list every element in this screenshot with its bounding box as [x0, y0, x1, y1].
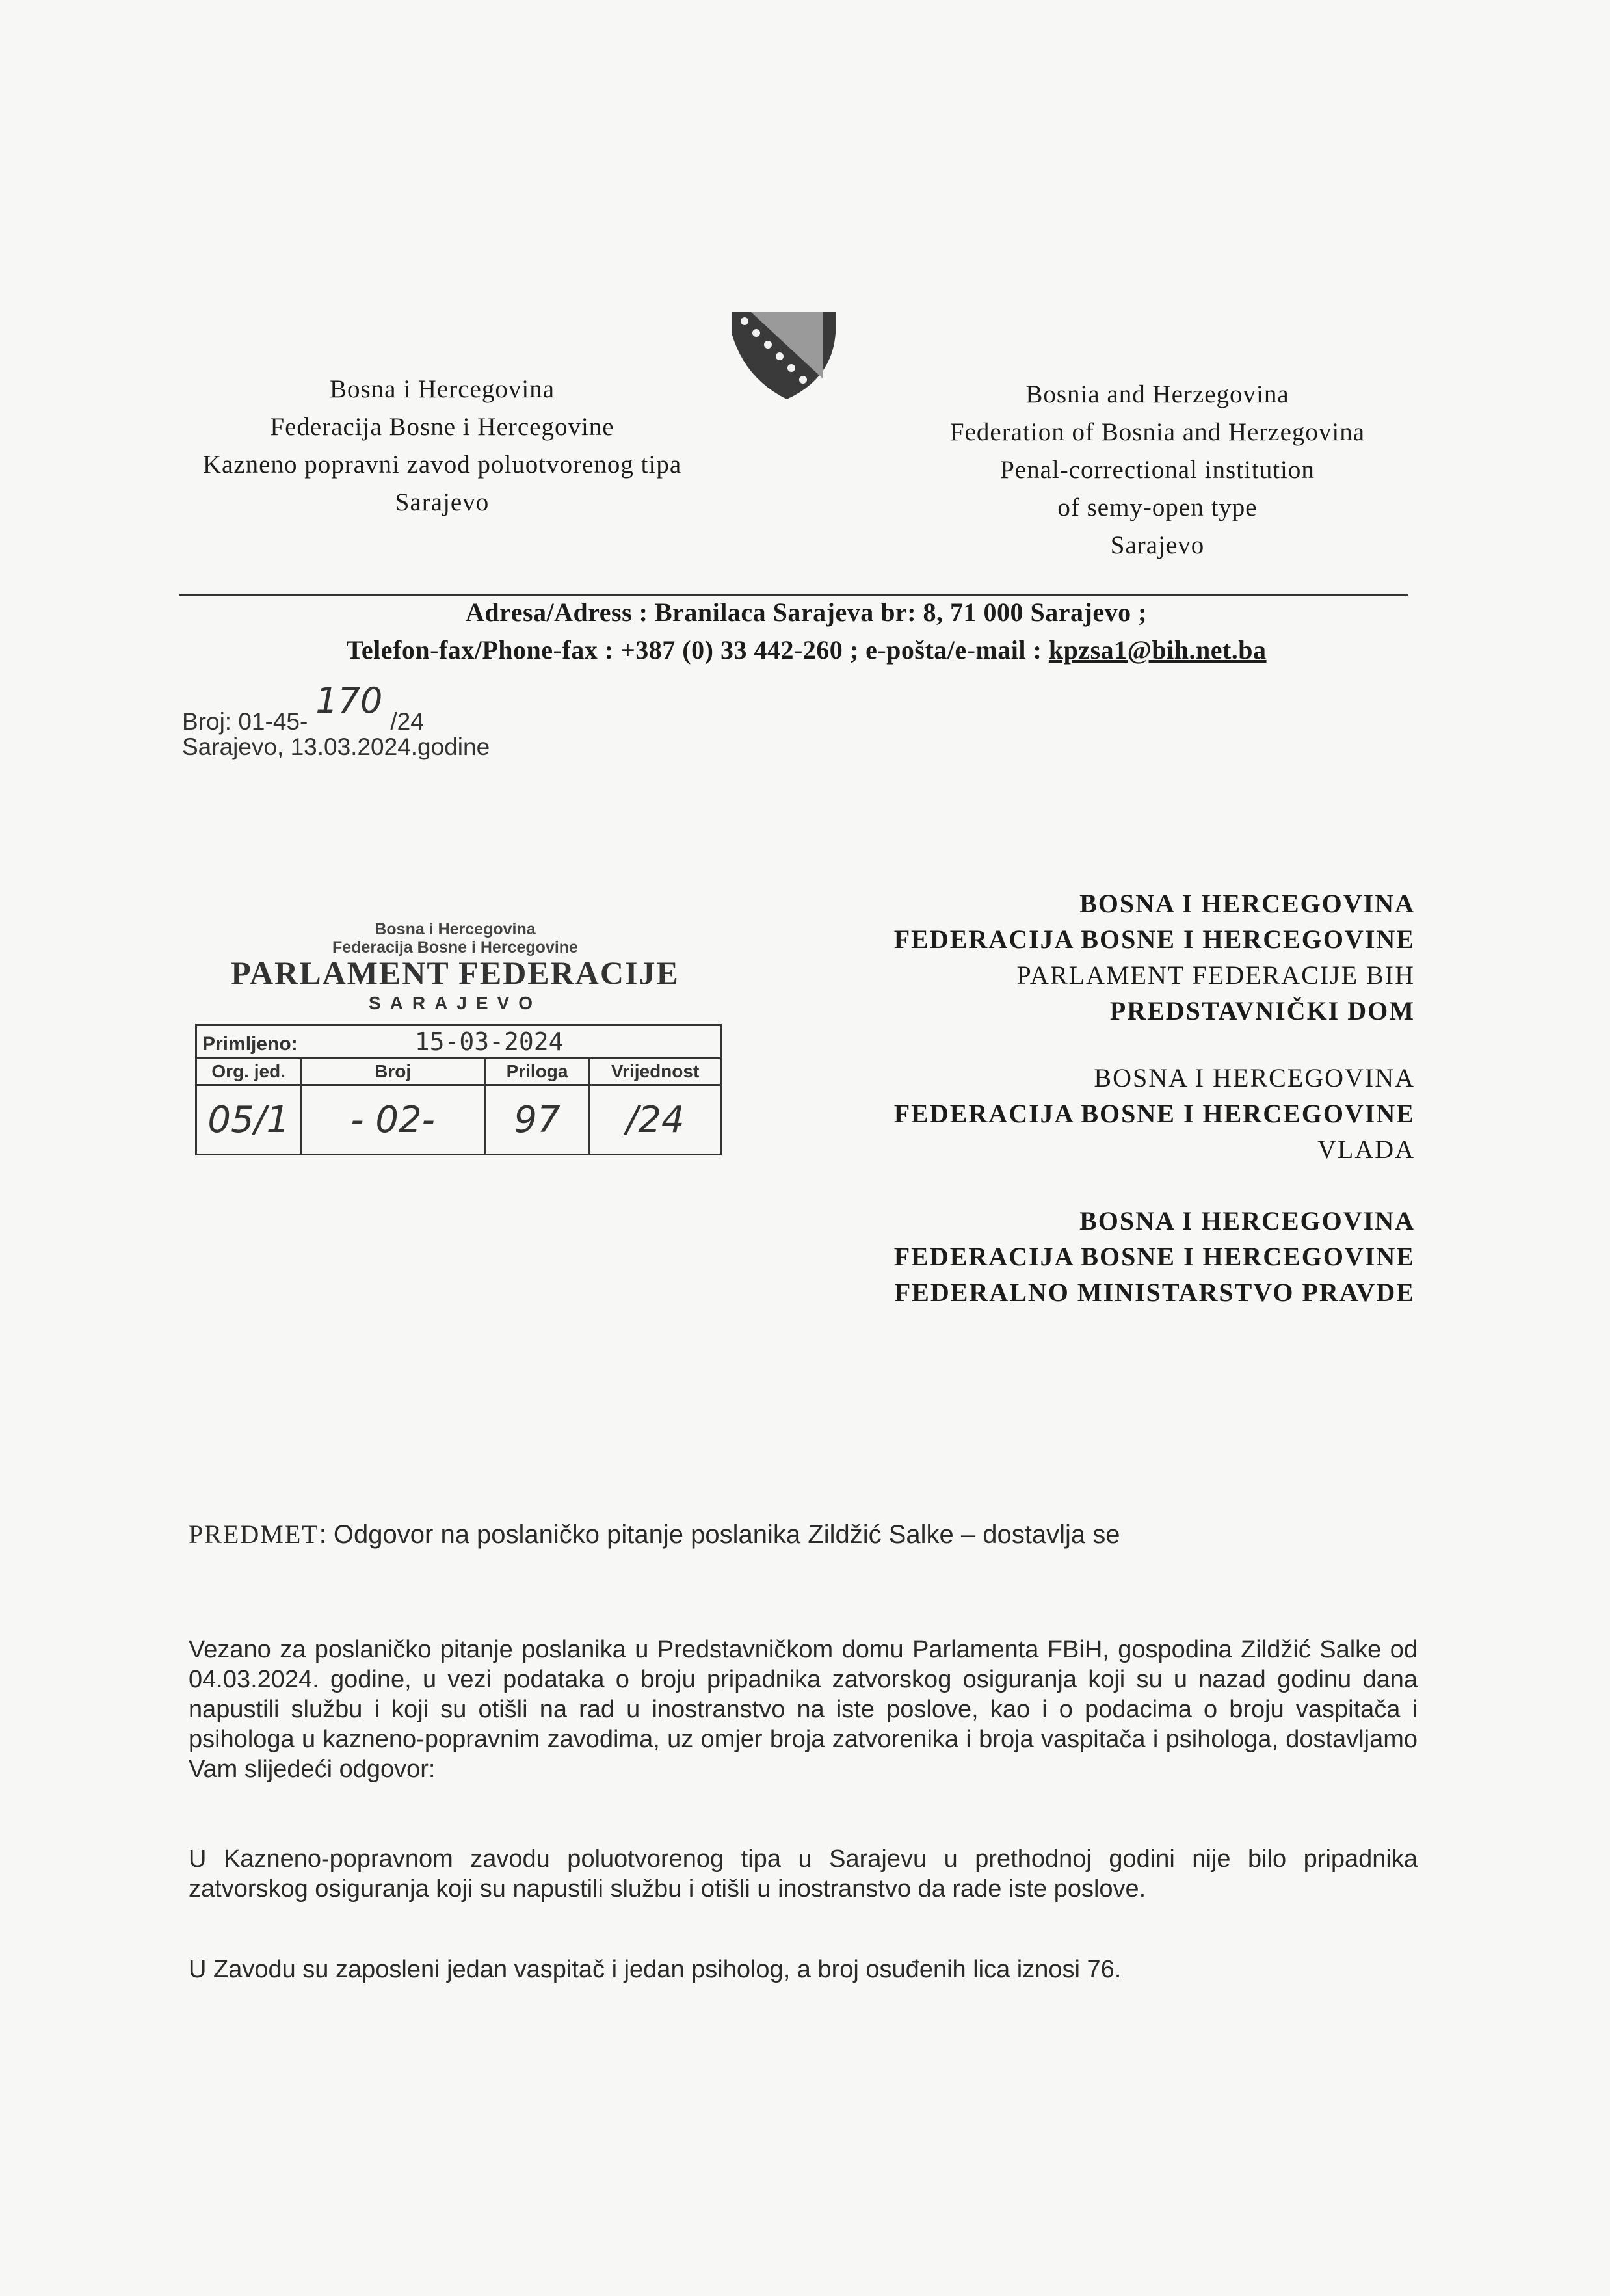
body-paragraph-2: U Kazneno-popravnom zavodu poluotvorenog tipa u Sarajevu u prethodnoj godini nije bilo pripadnika zatvorskog osiguranja koji su napustili službu i otišli u inostranstvo da rade iste poslove.	[189, 1845, 1418, 1903]
stamp-header-priloga: Priloga	[484, 1059, 589, 1085]
header-divider	[179, 594, 1408, 596]
header-right-line: Sarajevo	[1110, 531, 1205, 559]
header-left-line: Sarajevo	[395, 488, 490, 516]
bih-coat-of-arms-icon	[725, 307, 842, 404]
header-right	[865, 376, 1450, 564]
recipient-line: FEDERACIJA BOSNE I HERCEGOVINE	[893, 1099, 1415, 1128]
stamp-received-date: 15-03-2024	[414, 1027, 564, 1056]
header-left	[150, 371, 735, 521]
header-left-line: Kazneno popravni zavod poluotvorenog tipa	[202, 451, 682, 479]
stamp-received-row	[196, 1025, 721, 1059]
place-date: Sarajevo, 13.03.2024.godine	[182, 733, 490, 760]
recipient-line: BOSNA I HERCEGOVINA	[1079, 1206, 1415, 1235]
recipient-line: PREDSTAVNIČKI DOM	[1109, 996, 1415, 1025]
header-right-line: Penal-correctional institution	[1000, 456, 1315, 484]
stamp-value-broj: - 02-	[301, 1085, 484, 1155]
stamp-header-broj: Broj	[301, 1059, 484, 1085]
recipient-line: FEDERACIJA BOSNE I HERCEGOVINE	[893, 1242, 1415, 1271]
body-paragraph-1: Vezano za poslaničko pitanje poslanika u Predstavničkom domu Parlamenta FBiH, gospodina Zildžić Salke od 04.03.2024. godine, u vezi podataka o broju pripadnika zatvorskog osiguranja koji su u nazad godinu dana napustili službu i koji su otišli na rad u inostranstvo na iste poslove, kao i o podacima o broju vaspitača i psihologa u kazneno-popravnim zavodima, uz omjer broja zatvorenika i broja vaspitača i psihologa, dostavljamo Vam slijedeći odgovor:	[189, 1636, 1418, 1783]
phone-line: Telefon-fax/Phone-fax : +387 (0) 33 442-260 ; e-pošta/e-mail :	[346, 635, 1049, 665]
phone-email-line	[156, 635, 1457, 665]
header-right-line: Bosnia and Herzegovina	[1025, 380, 1289, 408]
recipient-block-parliament	[700, 886, 1415, 1029]
recipient-line: FEDERALNO MINISTARSTVO PRAVDE	[894, 1278, 1415, 1307]
header-right-line: Federation of Bosnia and Herzegovina	[949, 418, 1366, 446]
recipient-line: BOSNA I HERCEGOVINA	[1094, 1063, 1415, 1092]
stamp-value-org: 05/1	[196, 1085, 301, 1155]
stamp-value-vrijednost: /24	[590, 1085, 721, 1155]
address-line: Adresa/Adress : Branilaca Sarajeva br: 8, 71 000 Sarajevo ;	[466, 598, 1147, 627]
subject-label: PREDMET	[189, 1520, 319, 1549]
header-right-line: of semy-open type	[1057, 494, 1258, 521]
reference-number	[182, 680, 424, 738]
stamp-line-1: Bosna i Hercegovina	[375, 920, 536, 938]
stamp-table	[195, 1024, 722, 1155]
stamp-received-label: Primljeno:	[202, 1033, 298, 1055]
reference-suffix: /24	[390, 708, 424, 735]
body-paragraph-3: U Zavodu su zaposleni jedan vaspitač i jedan psiholog, a broj osuđenih lica iznosi 76.	[189, 1956, 1122, 1983]
header-left-line: Federacija Bosne i Hercegovine	[270, 413, 614, 441]
reference-handwritten-number: 170	[315, 680, 383, 721]
stamp-line-2: Federacija Bosne i Hercegovine	[332, 938, 578, 957]
stamp-header-vrijednost: Vrijednost	[590, 1059, 721, 1085]
recipient-line: VLADA	[1317, 1135, 1415, 1164]
email-link[interactable]: kpzsa1@bih.net.ba	[1048, 635, 1267, 665]
stamp-value-priloga: 97	[484, 1085, 589, 1155]
recipient-line: FEDERACIJA BOSNE I HERCEGOVINE	[893, 925, 1415, 954]
stamp-line-3: PARLAMENT FEDERACIJE	[231, 955, 680, 991]
reception-stamp	[189, 920, 722, 1180]
subject-line	[189, 1519, 1120, 1550]
recipient-block-ministry	[700, 1203, 1415, 1310]
stamp-line-4: SARAJEVO	[368, 993, 542, 1013]
header-left-line: Bosna i Hercegovina	[329, 375, 555, 403]
subject-text: : Odgovor na poslaničko pitanje poslanika Zildžić Salke – dostavlja se	[319, 1520, 1120, 1549]
reference-prefix: Broj: 01-45-	[182, 708, 308, 735]
recipient-line: BOSNA I HERCEGOVINA	[1079, 889, 1415, 918]
recipient-line: PARLAMENT FEDERACIJE BIH	[1016, 960, 1415, 990]
stamp-header-org: Org. jed.	[196, 1059, 301, 1085]
recipient-block-government	[700, 1060, 1415, 1167]
